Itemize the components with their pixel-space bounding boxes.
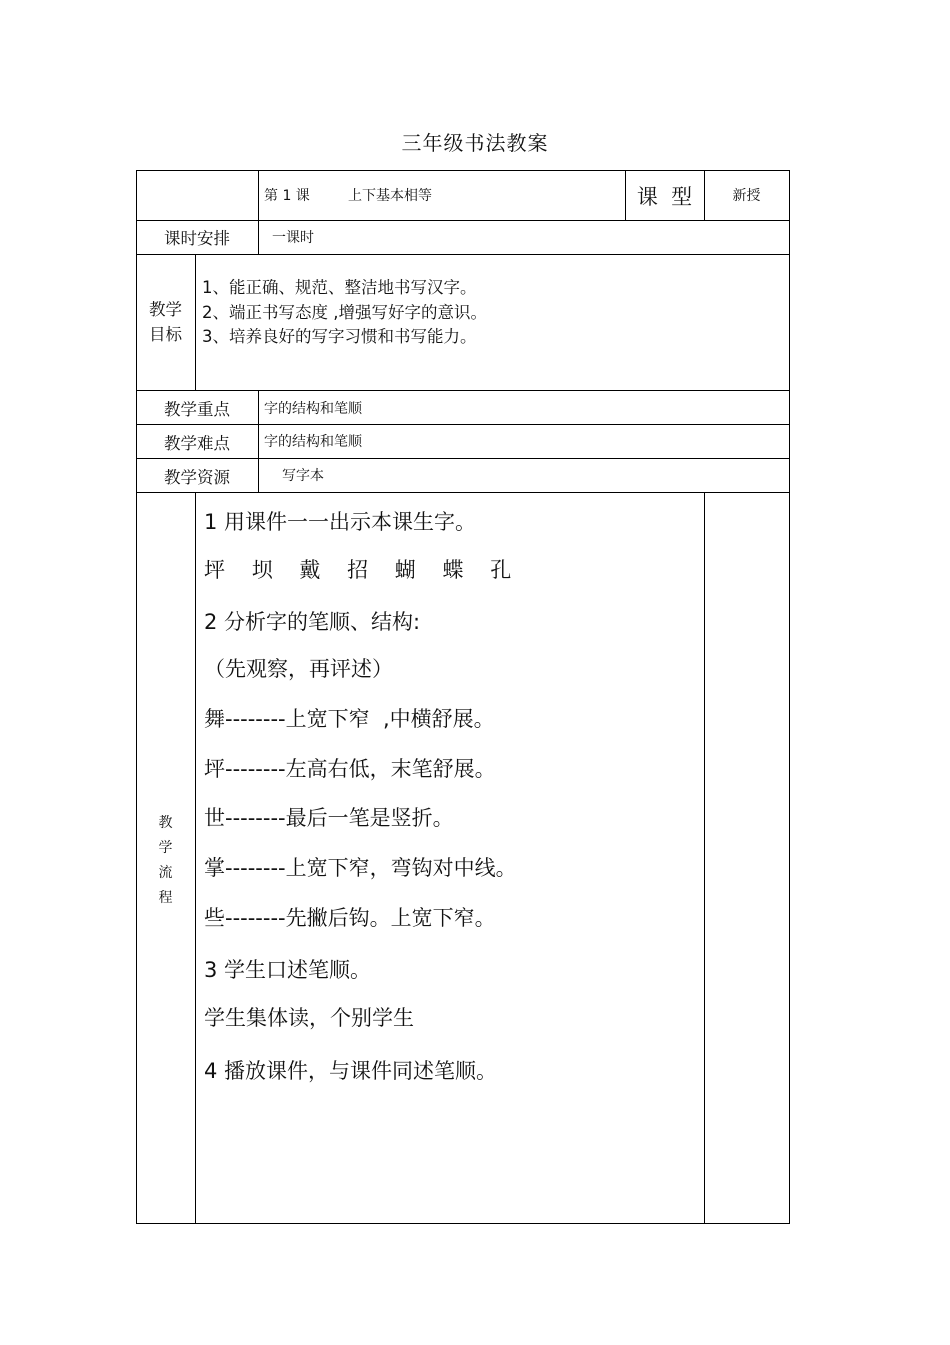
lesson-name: 上下基本相等 [348, 188, 432, 204]
process-line: 4 播放课件，与课件同述笔顺。 [204, 1059, 498, 1083]
difficulties-label: 教学难点 [164, 434, 230, 453]
lesson-type-label: 课 型 [636, 185, 693, 209]
process-label-char: 教 [158, 815, 173, 831]
process-label-char: 流 [158, 865, 173, 881]
resources-label: 教学资源 [164, 468, 230, 487]
process-label-char: 学 [158, 840, 173, 856]
key-points-label: 教学重点 [164, 400, 230, 419]
process-line: 1 用课件一一出示本课生字。 [204, 510, 477, 534]
process-line: 坪 坝 戴 招 蝴 蝶 孔 [204, 558, 512, 582]
process-line: 坪--------左高右低，末笔舒展。 [204, 757, 496, 781]
difficulties-value: 字的结构和笔顺 [264, 434, 362, 450]
schedule-value: 一课时 [272, 230, 314, 246]
schedule-label: 课时安排 [164, 229, 230, 248]
process-line: （先观察，再评述） [204, 657, 393, 681]
objective-item: 3、培养良好的写字习惯和书写能力。 [202, 327, 477, 346]
process-label-char: 程 [158, 890, 173, 906]
objectives-label-line1: 教学 [149, 300, 182, 319]
process-line: 舞--------上宽下窄 ,中横舒展。 [204, 707, 495, 731]
lesson-number: 第 1 课 [264, 188, 310, 204]
process-line: 学生集体读，个别学生 [204, 1006, 414, 1030]
lesson-type-value: 新授 [732, 188, 761, 204]
process-line: 些--------先撇后钩。上宽下窄。 [204, 906, 496, 930]
lesson-plan-table [136, 170, 790, 1224]
process-line: 2 分析字的笔顺、结构: [204, 610, 421, 634]
objective-item: 1、能正确、规范、整洁地书写汉字。 [202, 278, 477, 297]
process-line: 掌--------上宽下窄，弯钩对中线。 [204, 856, 517, 880]
objective-item: 2、端正书写态度 ,增强写好字的意识。 [202, 303, 487, 322]
key-points-value: 字的结构和笔顺 [264, 401, 362, 417]
objectives-label-line2: 目标 [149, 325, 182, 344]
process-line: 3 学生口述笔顺。 [204, 958, 372, 982]
process-line: 世--------最后一笔是竖折。 [204, 806, 454, 830]
resources-value: 写字本 [282, 468, 324, 484]
page-title: 三年级书法教案 [401, 131, 549, 155]
